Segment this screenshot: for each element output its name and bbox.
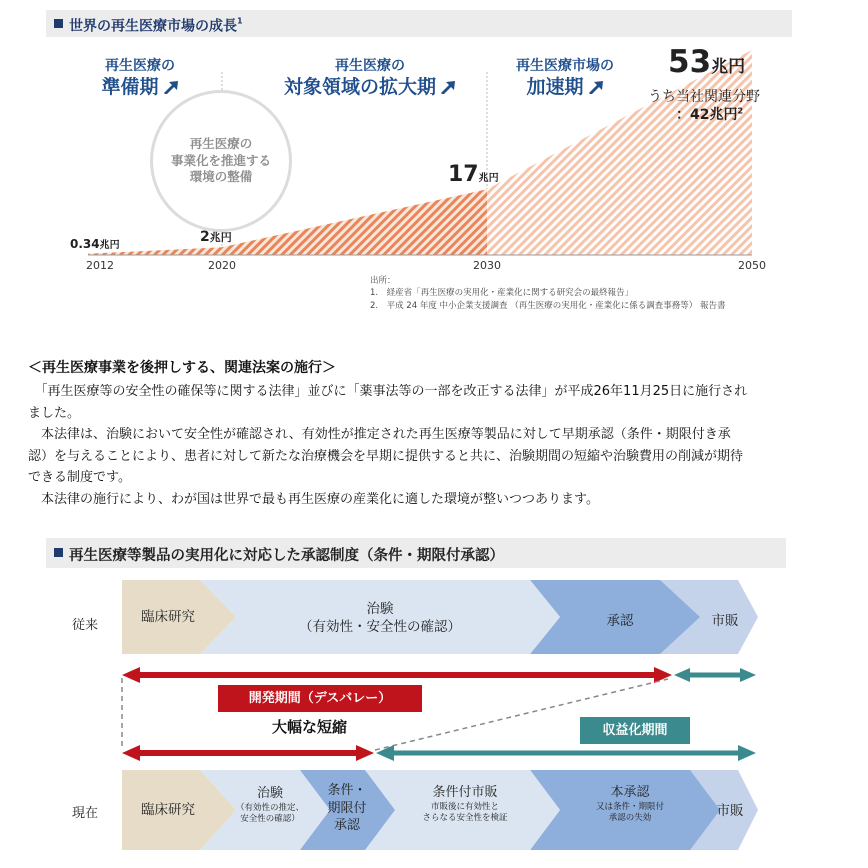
law-line: 本法律の施行により、わが国は世界で最も再生医療の産業化に適した環境が整いつつあります。	[28, 491, 599, 507]
shortening-label: 大幅な短縮	[272, 718, 348, 736]
current-market-label: 市販	[716, 803, 744, 819]
cond-line: 条件・	[327, 783, 367, 798]
note-line: 1. 経産省「再生医療の実用化・産業化に関する研究会の最終報告」	[370, 288, 634, 299]
conventional-trial-label	[250, 600, 510, 636]
condmarket-line: 市販後に有効性と	[430, 801, 499, 812]
value-unit: 兆円	[209, 231, 232, 244]
trial-line: （有効性・安全性の確認）	[299, 619, 461, 636]
circle-line: 再生医療の	[189, 135, 253, 151]
approval-section-title: 再生医療等製品の実用化に対応した承認制度（条件・期限付承認）	[69, 548, 504, 564]
conventional-market-label: 市販	[711, 613, 739, 629]
row-label-current: 現在	[72, 806, 99, 821]
value-unit: 兆円	[99, 240, 120, 251]
market-section-title: 世界の再生医療市場の成長	[69, 18, 237, 35]
phase-sub: 再生医療の	[335, 58, 405, 74]
phase-main: 加速期	[526, 75, 584, 98]
final-line: 又は条件・期限付	[595, 801, 664, 812]
trial-line: 治験	[256, 786, 283, 801]
big-value: 53	[668, 44, 712, 80]
value-unit: 兆円	[478, 173, 499, 184]
trial-line: （有効性の推定、	[235, 802, 304, 813]
value-label-2050	[668, 44, 745, 80]
law-heading: ＜再生医療事業を後押しする、関連法案の施行＞	[28, 360, 336, 376]
current-final-approval-label	[570, 784, 690, 824]
value-number: 2	[200, 229, 210, 245]
trial-line: 治験	[366, 601, 394, 617]
phase-main: 準備期	[101, 75, 159, 98]
law-line: 認）を与えることにより、患者に対して新たな治療機会を早期に提供すると共に、治験期間の短縮や治験費用の削減が期待	[28, 448, 744, 464]
current-trial-label	[222, 785, 318, 825]
value-label-2012	[70, 236, 120, 251]
arrow-left-icon	[122, 667, 140, 683]
trial-line: 安全性の確認）	[240, 814, 300, 825]
arrow-right-icon	[740, 668, 756, 682]
law-line: 本法律は、治験において安全性が確認され、有効性が推定された再生医療等製品に対して早期承認（条件・期限付き承	[28, 427, 731, 442]
source-notes	[370, 275, 725, 312]
arrow-right-icon	[654, 667, 672, 683]
final-line: 本承認	[610, 785, 650, 800]
value-number: 17	[448, 162, 479, 187]
phase-sub: 再生医療市場の	[516, 58, 614, 74]
related-value: ：42兆円	[676, 107, 738, 123]
law-line: ました。	[28, 405, 81, 421]
x-tick-label: 2012	[86, 259, 114, 272]
environment-circle	[150, 90, 292, 232]
cond-line: 承認	[333, 818, 360, 834]
arrow-right-icon	[738, 745, 756, 761]
arrow-left-icon	[122, 745, 140, 761]
current-conditional-market-label	[400, 784, 530, 824]
x-tick-label: 2020	[208, 259, 236, 272]
revenue-period-tag: 収益化期間	[580, 717, 690, 744]
current-conditional-approval-label	[312, 782, 382, 835]
law-line: 「再生医療等の安全性の確保等に関する法律」並びに「薬事法等の一部を改正する法律」が平成26年11月25日に施行され	[28, 384, 748, 399]
row-label-conventional: 従来	[72, 618, 99, 633]
related-field-value	[676, 104, 743, 124]
phase-main: 対象領域の拡大期	[283, 75, 436, 98]
area-segment-2030-2050	[487, 50, 752, 255]
final-line: 承認の失効	[608, 813, 652, 824]
condmarket-line: 条件付市販	[432, 785, 498, 800]
circle-line: 事業化を推進する	[170, 152, 271, 168]
related-footnote: 2	[737, 106, 744, 116]
conventional-approval-label: 承認	[606, 613, 634, 629]
condmarket-line: さらなる安全性を検証	[422, 813, 508, 824]
arrow-left-icon	[674, 668, 690, 682]
value-number: 0.34	[70, 237, 100, 251]
x-tick-label: 2050	[738, 259, 766, 272]
current-clinical-label: 臨床研究	[141, 802, 195, 818]
circle-line: 環境の整備	[189, 169, 253, 185]
arrow-right-icon	[356, 745, 374, 761]
cond-line: 期限付	[327, 800, 367, 816]
market-title-footnote: 1	[237, 16, 243, 26]
big-unit: 兆円	[711, 57, 746, 77]
x-tick-label: 2030	[473, 259, 501, 272]
value-label-2030	[448, 162, 499, 187]
approval-section-header	[46, 538, 786, 568]
phase-sub: 再生医療の	[105, 58, 175, 74]
related-field-label: うち当社関連分野	[648, 89, 760, 105]
dev-period-tag: 開発期間（デスバレー）	[218, 685, 422, 712]
law-body	[28, 381, 828, 510]
section-bullet	[54, 548, 63, 557]
conventional-clinical-label: 臨床研究	[141, 609, 195, 625]
note-line: 出所：	[370, 276, 396, 286]
law-line: できる制度です。	[28, 470, 131, 485]
value-label-2020	[200, 229, 232, 245]
note-line: 2. 平成 24 年度 中小企業支援調査 （再生医療の実用化・産業化に係る調査事務等） 報告書	[370, 300, 726, 311]
